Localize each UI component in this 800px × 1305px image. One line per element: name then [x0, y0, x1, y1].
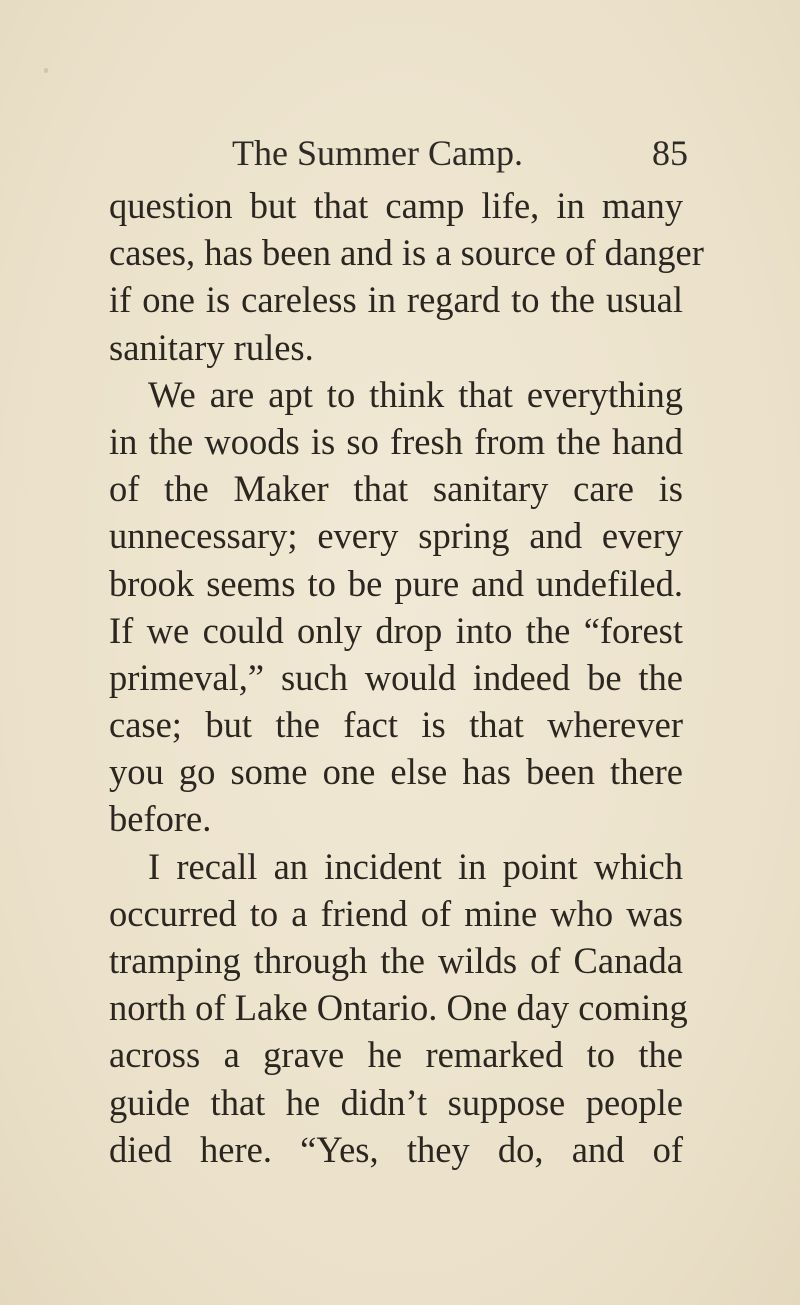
text-line: occurred to a friend of mine who was — [109, 892, 683, 934]
running-title: The Summer Camp. — [232, 133, 523, 173]
text-line: I recall an incident in point which — [148, 845, 683, 887]
text-line: if one is careless in regard to the usual — [109, 279, 683, 321]
text-line: cases, has been and is a source of danger — [109, 232, 704, 274]
running-head — [232, 128, 688, 178]
text-line: guide that he didn’t suppose people — [109, 1081, 683, 1123]
text-line: north of Lake Ontario. One day coming — [109, 987, 688, 1029]
text-line: question but that camp life, in many — [109, 185, 683, 226]
text-line: brook seems to be pure and undefiled. — [109, 562, 683, 604]
text-line: tramping through the wilds of Canada — [109, 940, 683, 981]
text-line: sanitary rules. — [109, 326, 314, 368]
text-line: across a grave he remarked to the — [109, 1034, 683, 1076]
text-line: If we could only drop into the “forest — [109, 609, 683, 651]
body-text — [109, 182, 704, 1173]
text-line: died here. “Yes, they do, and of — [109, 1128, 683, 1170]
text-line: you go some one else has been there — [109, 751, 683, 793]
text-line: case; but the fact is that wherever — [109, 704, 683, 746]
text-line: in the woods is so fresh from the hand — [109, 420, 683, 462]
page-number: 85 — [652, 133, 688, 173]
text-line: before. — [109, 798, 212, 840]
text-line: of the Maker that sanitary care is — [109, 468, 683, 510]
page-speck — [44, 68, 48, 73]
text-line: primeval,” such would indeed be the — [109, 656, 683, 698]
text-line: We are apt to think that everything — [148, 373, 683, 415]
text-line: unnecessary; every spring and every — [109, 515, 683, 557]
